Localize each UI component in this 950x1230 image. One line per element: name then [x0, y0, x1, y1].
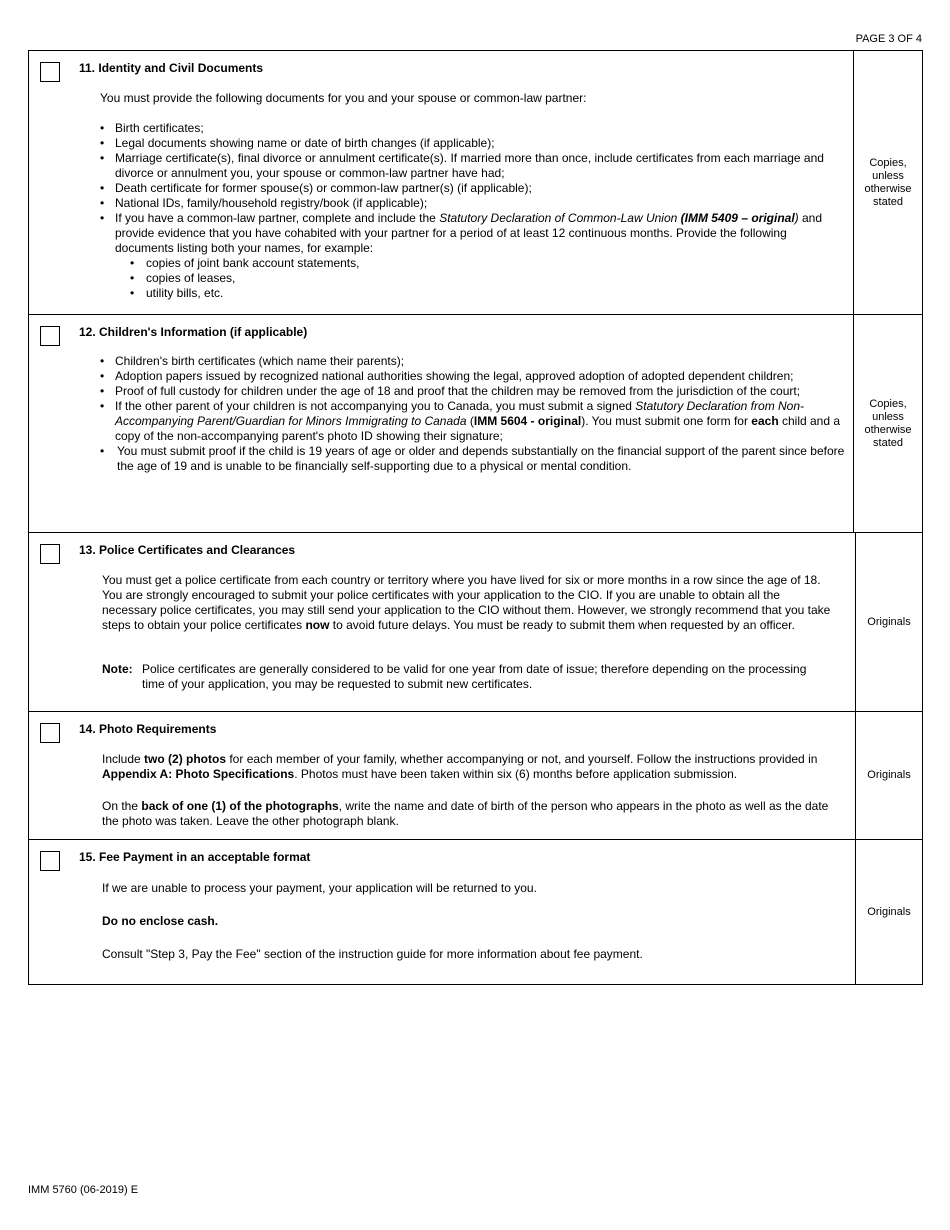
- list-item: • You must submit proof if the child is 19 years of age or older and depends substantially on the financial support of the parent since before the age of 19 and is unable to be financially self-supporting due to a physical or mental condition.: [100, 444, 845, 474]
- checklist-row-photos: [29, 711, 922, 839]
- list-item: • Children's birth certificates (which name their parents);: [100, 354, 845, 369]
- list-item: • Proof of full custody for children under the age of 18 and proof that the children may be removed from the jurisdiction of the court;: [100, 384, 845, 399]
- list-item: • Marriage certificate(s), final divorce or annulment certificate(s). If married more than once, include certificates from each marriage and divorce or annulment you, your spouse or common-law partner have had;: [100, 151, 845, 181]
- row-main-cell: [29, 840, 856, 984]
- form-name: Statutory Declaration of Common-Law Union: [439, 211, 678, 225]
- photo-requirements-checkbox[interactable]: [40, 723, 60, 743]
- form-code: IMM 5604 - original: [473, 414, 582, 428]
- form-code-footer: IMM 5760 (06-2019) E: [28, 1184, 139, 1196]
- document-type-label: Originals: [867, 615, 911, 628]
- children-information-checkbox[interactable]: [40, 326, 60, 346]
- document-checklist-table: [28, 50, 923, 985]
- list-item: • National IDs, family/household registry/book (if applicable);: [100, 196, 845, 211]
- document-type-label: Copies, unless otherwise stated: [864, 156, 912, 208]
- police-certificates-checkbox[interactable]: [40, 544, 60, 564]
- document-type-cell: [856, 712, 922, 839]
- fee-payment-return-text: If we are unable to process your payment, your application will be returned to you.: [102, 881, 537, 895]
- police-certificate-instructions: You must get a police certificate from each country or territory where you have lived for six or more months in a row since the age of 18. You are strongly encouraged to submit your police certificates with your application to the CIO. If you are unable to obtain all the necessary police certificates, you may still send your application to the CIO without them. However, we strongly recommend that you take steps to obtain your police certificates now to avoid future delays. You must be ready to submit them when requested by an officer.: [102, 573, 831, 632]
- list-item: • copies of joint bank account statements,: [130, 256, 845, 271]
- list-item: • utility bills, etc.: [130, 286, 845, 301]
- fee-payment-guide-text: Consult "Step 3, Pay the Fee" section of the instruction guide for more information about fee payment.: [102, 947, 643, 961]
- checklist-row-children: [29, 314, 922, 532]
- children-document-list: [100, 354, 845, 474]
- identity-documents-checkbox[interactable]: [40, 62, 60, 82]
- list-item: • Birth certificates;: [100, 121, 845, 136]
- list-item: • copies of leases,: [130, 271, 845, 286]
- no-cash-warning: Do no enclose cash.: [102, 914, 219, 928]
- form-name: Statutory Declaration from Non-Accompanying Parent/Guardian for Minors Immigrating to Canada: [115, 399, 805, 428]
- form-code: (IMM 5409 – original: [677, 211, 795, 225]
- section-title: 11. Identity and Civil Documents: [79, 61, 264, 75]
- document-type-label: Originals: [867, 769, 911, 781]
- document-type-cell: [856, 840, 922, 984]
- photo-back-instructions: On the back of one (1) of the photographs, write the name and date of birth of the person who appears in the photo as well as the date the photo was taken. Leave the other photograph blank.: [102, 799, 829, 828]
- list-item: • Death certificate for former spouse(s) or common-law partner(s) (if applicable);: [100, 181, 845, 196]
- row-main-cell: [29, 51, 854, 314]
- list-item: • If you have a common-law partner, complete and include the Statutory Declaration of Common-Law Union (IMM 5409 – original) and provide evidence that you have cohabited with your partner for a period of at least 12 continuous months. Provide the following documents listing both your names, for example: • copies of joint bank account statements, • copies of leases, • utility bills, etc.: [100, 211, 845, 301]
- document-type-cell: [856, 533, 922, 711]
- photo-instructions: Include two (2) photos for each member of your family, whether accompanying or not, and yourself. Follow the instructions provided in Appendix A: Photo Specifications. Photos must have been taken within six (6) months before application submission.: [102, 752, 818, 781]
- identity-document-list: [100, 121, 845, 301]
- checklist-row-police: [29, 532, 922, 711]
- row-main-cell: [29, 712, 856, 839]
- section-title: 14. Photo Requirements: [79, 722, 217, 736]
- row-main-cell: [29, 315, 854, 532]
- section-title: 12. Children's Information (if applicable): [79, 325, 308, 339]
- document-type-cell: [854, 51, 922, 314]
- row-main-cell: [29, 533, 856, 711]
- fee-payment-checkbox[interactable]: [40, 851, 60, 871]
- list-item: • If the other parent of your children is not accompanying you to Canada, you must submit a signed Statutory Declaration from Non-Accompanying Parent/Guardian for Minors Immigrating to Canada (IMM 5604 - original). You must submit one form for each child and a copy of the non-accompanying parent's photo ID showing their signature;: [100, 399, 845, 444]
- section-title: 15. Fee Payment in an acceptable format: [79, 850, 311, 864]
- checklist-row-identity: [29, 51, 922, 314]
- list-item: • Adoption papers issued by recognized national authorities showing the legal, approved adoption of adopted dependent children;: [100, 369, 845, 384]
- document-type-cell: [854, 315, 922, 532]
- section-title: 13. Police Certificates and Clearances: [79, 543, 296, 557]
- example-documents-list: [130, 256, 845, 301]
- list-item: • Legal documents showing name or date of birth changes (if applicable);: [100, 136, 845, 151]
- page-number: PAGE 3 OF 4: [855, 33, 922, 45]
- document-type-label: Originals: [867, 905, 911, 918]
- section-intro: You must provide the following documents for you and your spouse or common-law partner:: [100, 91, 587, 105]
- police-certificate-note: Note: Police certificates are generally considered to be valid for one year from date of issue; therefore depending on the processing time of your application, you may be requested to submit new certificates.: [102, 662, 807, 691]
- document-type-label: Copies, unless otherwise stated: [864, 397, 912, 449]
- checklist-row-fee: [29, 839, 922, 984]
- note-label: Note:: [102, 662, 133, 676]
